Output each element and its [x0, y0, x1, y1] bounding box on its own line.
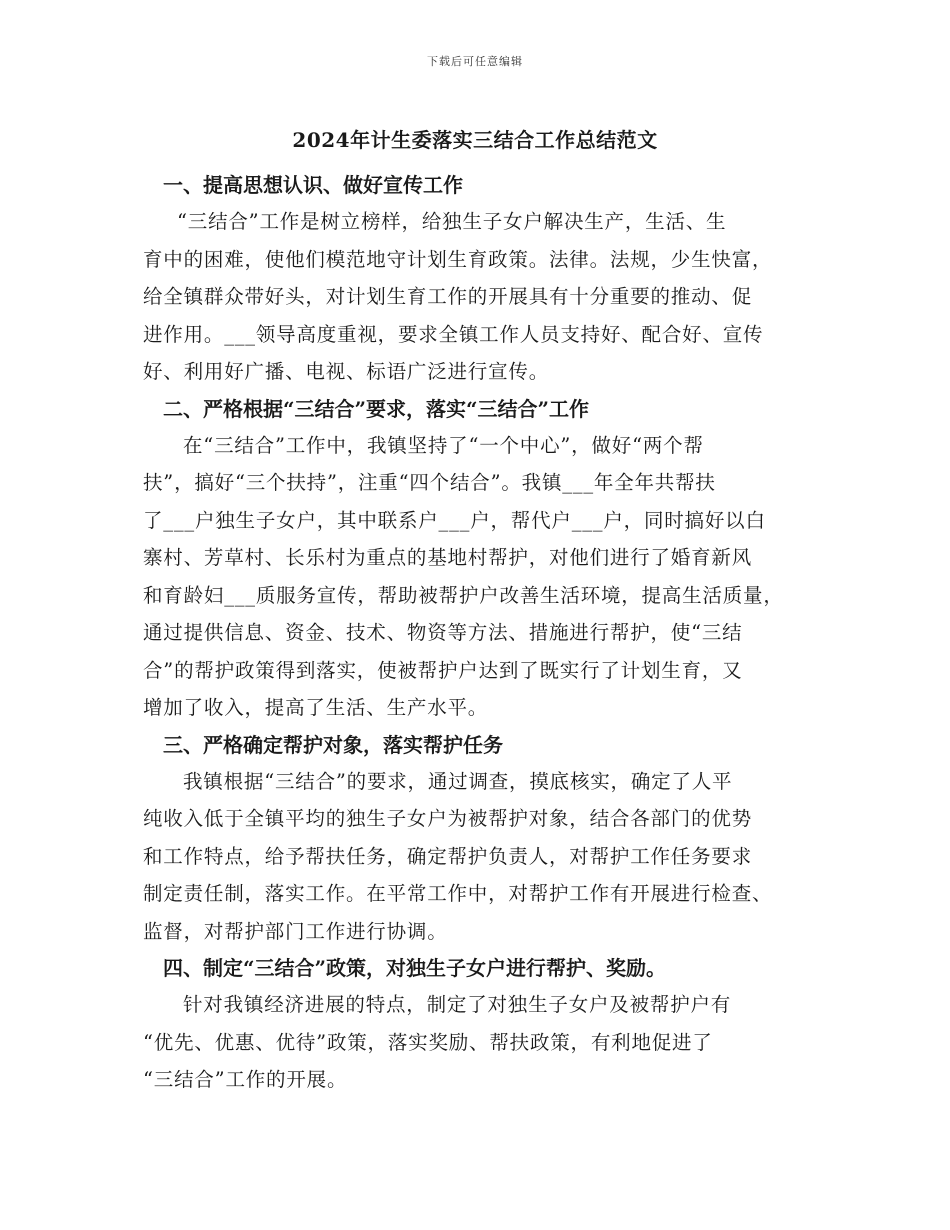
- paragraph-line: 制定责任制，落实工作。在平常工作中，对帮护工作有开展进行检查、: [143, 882, 773, 905]
- paragraph-line: 纯收入低于全镇平均的独生子女户为被帮护对象，结合各部门的优势: [143, 807, 753, 830]
- paragraph-line: 我镇根据“三结合”的要求，通过调查，摸底核实，确定了人平: [183, 769, 733, 793]
- section-paragraph: [143, 203, 823, 391]
- paragraph-line: “优先、优惠、优待”政策，落实奖励、帮扶政策，有利地促进了: [143, 1030, 713, 1054]
- paragraph-line: 了___户独生子女户，其中联系户___户，帮代户___户，同时搞好以白: [143, 508, 766, 532]
- section-4: [143, 951, 823, 1099]
- section-paragraph: [143, 427, 823, 727]
- paragraph-line: 监督，对帮护部门工作进行协调。: [143, 919, 448, 943]
- paragraph-line: 好、利用好广播、电视、标语广泛进行宣传。: [143, 360, 550, 383]
- paragraph-line: 和工作特点，给予帮扶任务，确定帮护负责人，对帮护工作任务要求: [143, 844, 753, 868]
- document-body: [143, 168, 823, 1100]
- header-note: 下载后可任意编辑: [427, 55, 523, 68]
- section-heading: 一、提高思想认识、做好宣传工作: [163, 173, 463, 197]
- section-heading: 二、严格根据“三结合”要求，落实“三结合”工作: [163, 396, 590, 421]
- section-heading: 四、制定“三结合”政策，对独生子女户进行帮护、奖励。: [163, 956, 667, 980]
- paragraph-line: 和育龄妇___质服务宣传，帮助被帮护户改善生活环境，提高生活质量，: [143, 583, 784, 607]
- section-paragraph: [143, 986, 823, 1099]
- paragraph-line: 在“三结合”工作中，我镇坚持了“一个中心”，做好“两个帮: [183, 433, 704, 457]
- paragraph-line: 增加了收入，提高了生活、生产水平。: [143, 696, 489, 719]
- paragraph-line: “三结合”工作是树立榜样，给独生子女户解决生产，生活、生: [177, 210, 727, 233]
- paragraph-line: 育中的困难，使他们模范地守计划生育政策。法律。法规，少生快富，: [143, 247, 773, 271]
- paragraph-line: 进作用。___领导高度重视，要求全镇工作人员支持好、配合好、宣传: [143, 322, 764, 346]
- section-paragraph: [143, 763, 823, 951]
- paragraph-line: 寨村、芳草村、长乐村为重点的基地村帮护，对他们进行了婚育新风: [143, 546, 753, 569]
- document-title: 2024年计生委落实三结合工作总结范文: [292, 128, 658, 152]
- paragraph-line: 给全镇群众带好头，对计划生育工作的开展具有十分重要的推动、促: [143, 285, 753, 308]
- paragraph-line: 合”的帮护政策得到落实，使被帮护户达到了既实行了计划生育，又: [143, 658, 743, 682]
- paragraph-line: 扶”，搞好“三个扶持”，注重“四个结合”。我镇___年全年共帮扶: [143, 471, 716, 494]
- section-3: [143, 728, 823, 951]
- paragraph-line: “三结合”工作的开展。: [143, 1068, 348, 1091]
- paragraph-line: 针对我镇经济进展的特点，制定了对独生子女户及被帮护户有: [183, 993, 732, 1016]
- section-2: [143, 392, 823, 727]
- section-1: [143, 168, 823, 391]
- paragraph-line: 通过提供信息、资金、技术、物资等方法、措施进行帮护，使“三结: [143, 621, 743, 644]
- section-heading: 三、严格确定帮护对象，落实帮护任务: [163, 732, 503, 757]
